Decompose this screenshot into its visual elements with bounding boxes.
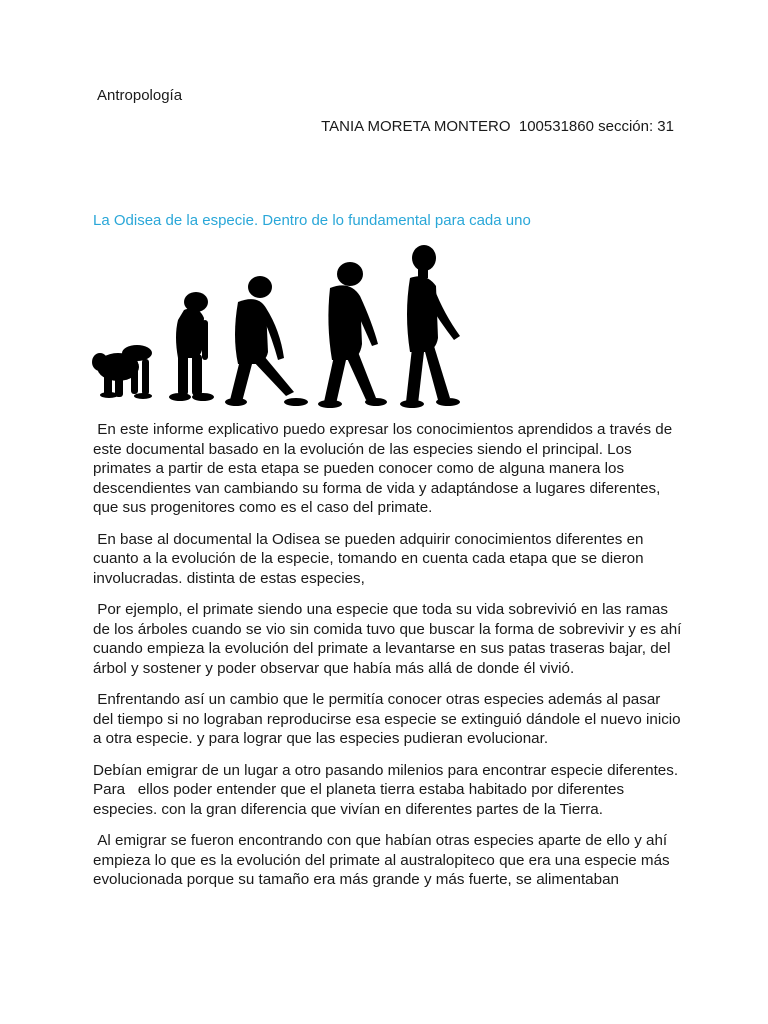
hominid-silhouette-1 bbox=[169, 292, 214, 401]
subject-heading: Antropología bbox=[97, 87, 183, 104]
paragraph-5: Debían emigrar de un lugar a otro pasando milenios para encontrar especie diferentes. Para ellos poder entender que el planeta tierra estaba habitado por diferentes especies. con la gran diferencia que vivían en diferentes partes de la Tierra. bbox=[93, 761, 683, 818]
ape-silhouette bbox=[92, 345, 152, 399]
human-silhouette bbox=[400, 245, 460, 408]
document-title: La Odisea de la especie. Dentro de lo fundamental para cada uno bbox=[93, 212, 531, 229]
paragraph-3: Por ejemplo, el primate siendo una especie que toda su vida sobrevivió en las ramas de los árboles cuando se vio sin comida tuvo que buscar la forma de sobrevivir y es ahí cuando empieza la evolución del primate a levantarse en sus patas traseras bajar, del árbol y sostener y poder observar que había más allá de donde él vivió. bbox=[93, 601, 686, 677]
paragraph-4: Enfrentando así un cambio que le permitía conocer otras especies además al pasar del tiempo si no lograban reproducirse esa especie se extinguió dándole el nuevo inicio a otra especie. y para lograr que las especies pudieran evolucionar. bbox=[93, 691, 685, 747]
author-line: TANIA MORETA MONTERO 100531860 sección: 31 bbox=[321, 118, 674, 135]
paragraph-1: En este informe explicativo puedo expresar los conocimientos aprendidos a través de este documental basado en la evolución de las especies siendo el principal. Los primates a partir de esta etapa se pueden conocer como de alguna manera los descendientes van cambiando su forma de vida y adaptándose a lugares diferentes, que sus progenitores como es el caso del primate. bbox=[93, 421, 677, 516]
paragraph-2: En base al documental la Odisea se pueden adquirir conocimientos diferentes en cuanto a la evolución de la especie, tomando en cuenta cada etapa que se dieron involucradas. distinta de estas especies, bbox=[93, 530, 648, 587]
human-evolution-silhouettes-icon bbox=[88, 240, 468, 415]
hominid-silhouette-2 bbox=[225, 276, 308, 406]
hominid-silhouette-3 bbox=[318, 262, 387, 408]
body-text bbox=[93, 420, 686, 902]
paragraph-6: Al emigrar se fueron encontrando con que habían otras especies aparte de ello y ahí empieza lo que es la evolución del primate al australopiteco que era una especie más evolucionada porque su tamaño era más grande y más fuerte, se alimentaban bbox=[93, 832, 674, 888]
